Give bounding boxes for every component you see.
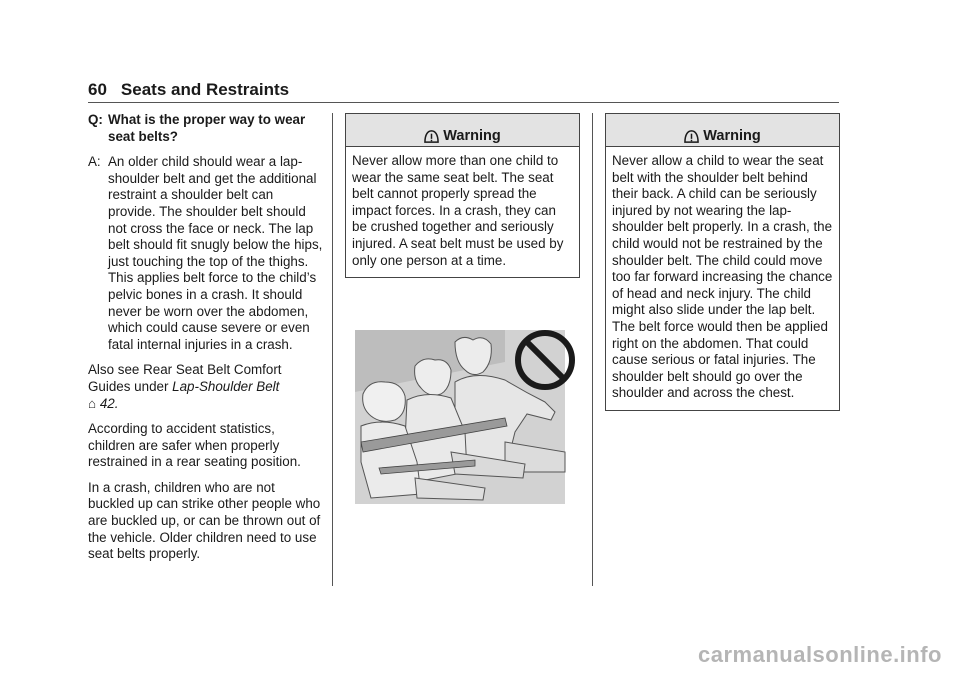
reference-title[interactable]: Lap-Shoulder Belt (172, 378, 280, 394)
reference-page[interactable]: 42. (99, 395, 119, 411)
column-divider (332, 113, 333, 586)
left-column (88, 112, 324, 572)
paragraph-statistics: According to accident statistics, children are safer when properly restrained in a rear seating position. (88, 421, 301, 470)
answer-label: A: (88, 154, 101, 170)
warning-title: Warning (703, 128, 761, 144)
question-label: Q: (88, 112, 103, 127)
warning-icon (684, 129, 699, 144)
warning-title: Warning (443, 128, 501, 144)
warning-box-shared-belt (345, 113, 580, 278)
header-rule (88, 102, 839, 103)
question (88, 112, 324, 145)
warning-icon (424, 129, 439, 144)
warning-box-shoulder-belt (605, 113, 840, 411)
warning-text: Never allow more than one child to wear the same seat belt. The seat belt cannot properly spread the impact forces. In a crash, they can be crushed together and seriously injured. A seat belt must be used by only one person at a time. (352, 153, 564, 268)
column-divider (592, 113, 593, 586)
illustration-children-sharing-belt (355, 322, 577, 504)
paragraph-crash: In a crash, children who are not buckled up can strike other people who are buckled up, or can be thrown out of the vehicle. Older children need to use seat belts properly. (88, 479, 321, 562)
cross-reference-link[interactable]: Rear Seat Belt Comfort Guides (88, 362, 282, 394)
warning-text: Never allow a child to wear the seat belt with the shoulder belt behind their back. A child can be seriously injured by not wearing the lap-shoulder belt properly. In a crash, the child would not be restrained by the shoulder belt. The child could move too far forward increasing the chance of head and neck injury. The child might also slide under the lap belt. The belt force would then be applied right on the abdomen. That could cause serious or fatal injuries. The shoulder belt should go over the shoulder and across the chest. (612, 153, 833, 401)
warning-header (346, 114, 579, 147)
page-ref-icon: ⌂ (88, 395, 97, 411)
answer-text: An older child should wear a lap-shoulder belt and get the additional restraint a shoulder belt can provide. The shoulder belt should not cross the face or neck. The lap belt should fit snugly below the hips, just touching the top of the thighs. This applies belt force to the child’s pelvic bones in a crash. It should never be worn over the abdomen, which could cause severe or even fatal internal injuries in a crash. (108, 154, 323, 352)
page-number: 60 (88, 80, 107, 99)
section-title: Seats and Restraints (120, 80, 290, 99)
answer (88, 154, 324, 353)
watermark: carmanualsonline.info (698, 642, 942, 667)
question-text: What is the proper way to wear seat belts? (108, 112, 306, 144)
warning-header (606, 114, 839, 147)
page-header (88, 80, 289, 100)
also-see-reference: Also see Rear Seat Belt Comfort Guides under Lap-Shoulder Belt ⌂ 42. (88, 362, 282, 411)
